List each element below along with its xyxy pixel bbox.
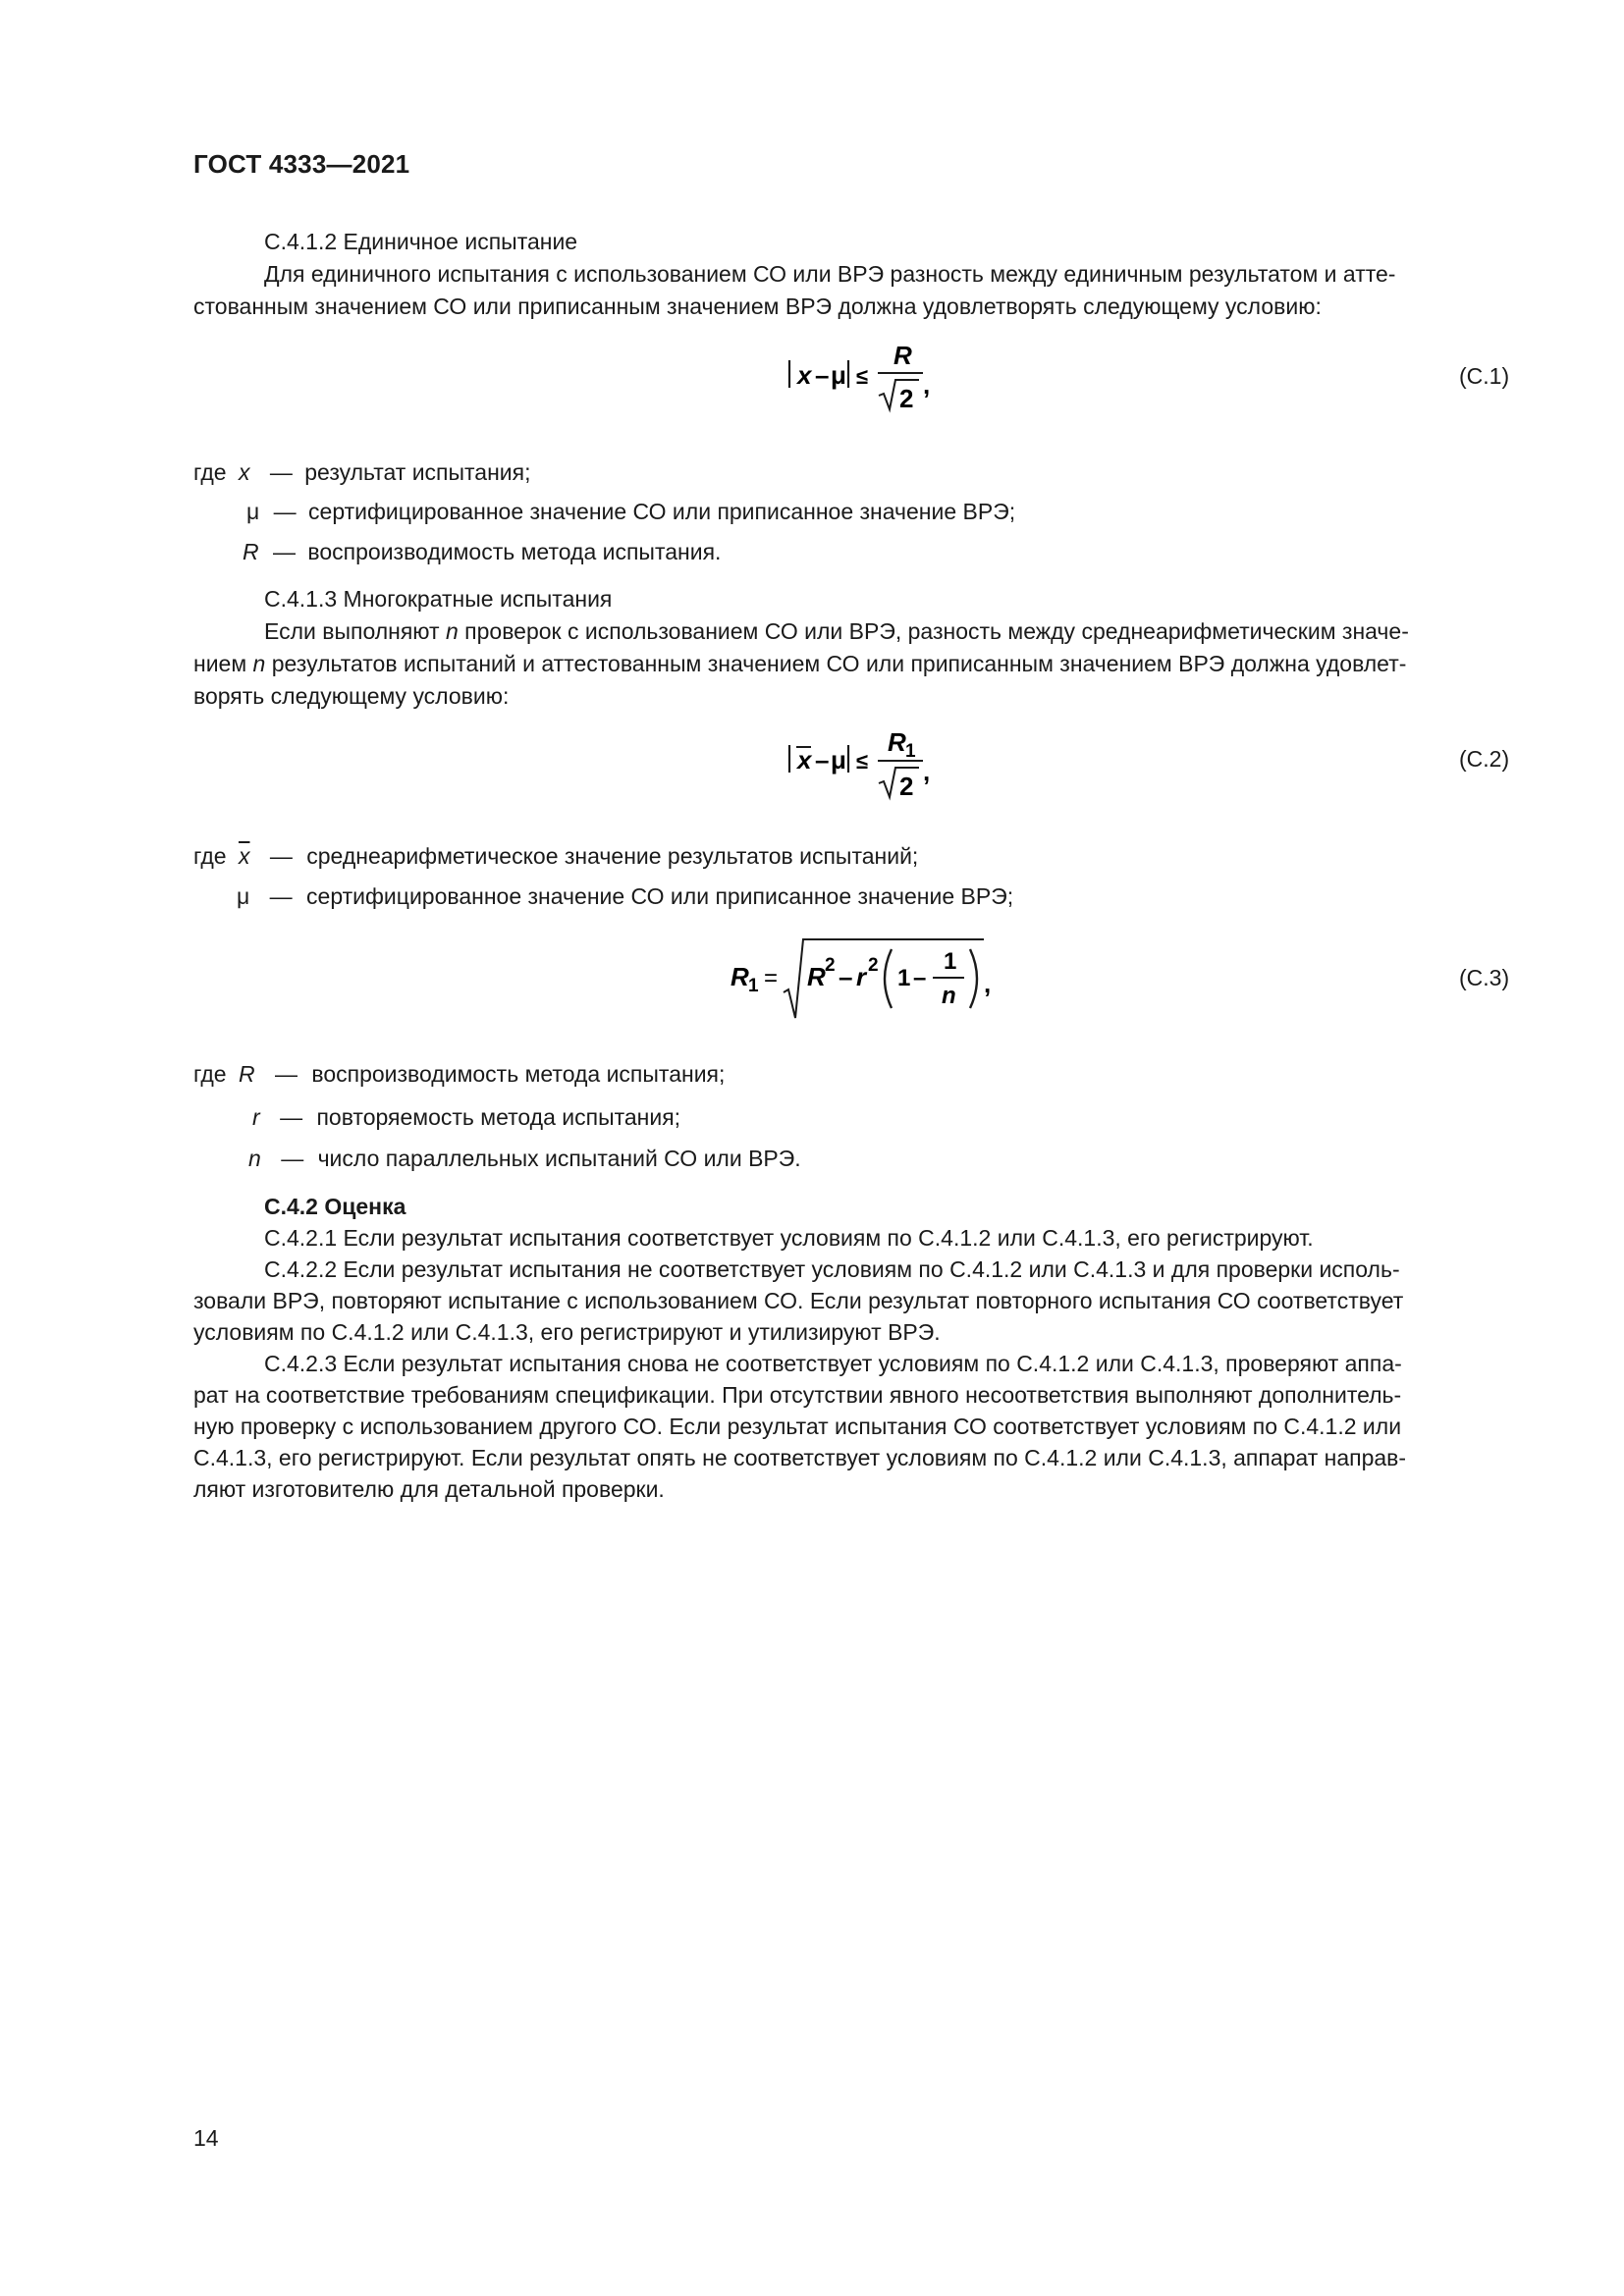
paragraph-line: стованным значением СО или приписанным значением ВРЭ должна удовлетворять следующему условию: [193,294,1322,319]
definition-row [237,883,1013,910]
paragraph-line: С.4.2.2 Если результат испытания не соответствует условиям по С.4.1.2 или С.4.1.3 и для проверки исполь- [264,1256,1400,1282]
paragraph-line: Если выполняют n проверок с использованием СО или ВРЭ, разность между среднеарифметическим значе- [264,618,1409,644]
definition-text: воспроизводимость метода испытания. [307,539,722,564]
formula-c3 [727,928,1001,1021]
formula-comma: , [923,370,931,400]
formula-one: 1 [897,965,911,991]
section-heading-c42: С.4.2 Оценка [264,1194,406,1219]
equation-number: (С.2) [1459,746,1510,772]
definition-text: сертифицированное значение СО или приписанное значение ВРЭ; [308,499,1016,524]
definition-text: среднеарифметическое значение результатов испытаний; [306,843,919,869]
definition-text: повторяемость метода испытания; [316,1104,681,1130]
definition-symbol: n [248,1146,261,1171]
definition-dash: — [269,843,293,869]
formula-minus: – [815,360,830,390]
paragraph-line: С.4.2.3 Если результат испытания снова не соответствует условиям по С.4.1.2 или С.4.1.3, проверяют аппа- [264,1351,1402,1376]
fraction-numerator: R [893,341,912,370]
definition-row [193,1061,725,1088]
paragraph-line: С.4.2.1 Если результат испытания соответствует условиям по С.4.1.2 или С.4.1.3, его регистрируют. [264,1225,1314,1251]
formula-c2 [776,721,952,805]
paragraph-line: рат на соответствие требованиям спецификации. При отсутствии явного несоответствия выполняют дополнитель- [193,1382,1402,1408]
definition-text: результат испытания; [304,459,531,485]
paragraph-line: ворять следующему условию: [193,683,510,709]
formula-r: r [856,962,867,991]
definition-dash: — [274,1061,298,1087]
formula-mu: μ [831,745,846,774]
fraction-denominator: 2 [899,384,914,413]
definition-row [252,1104,680,1131]
definition-row [246,499,1015,525]
formula-var: x [797,745,812,774]
definition-dash: — [280,1104,303,1130]
paragraph-line: ляют изготовителю для детальной проверки. [193,1476,665,1502]
formula-r-exp: 2 [868,955,879,976]
definition-symbol: R [243,539,259,564]
paren-left [885,949,892,1008]
definition-row [193,843,918,870]
definition-dash: — [269,459,293,485]
section-heading-c413: С.4.1.3 Многократные испытания [264,586,613,612]
paragraph-line: условиям по С.4.1.2 или С.4.1.3, его регистрируют и утилизируют ВРЭ. [193,1319,941,1345]
definition-text: воспроизводимость метода испытания; [311,1061,726,1087]
equation-number: (С.1) [1459,363,1510,389]
formula-equals: = [764,965,779,991]
formula-minus: – [839,962,853,991]
fraction-denominator: 2 [899,772,914,801]
paragraph-line: ную проверку с использованием другого СО. Если результат испытания СО соответствует условиям по С.4.1.2 или [193,1414,1402,1439]
equation-number: (С.3) [1459,965,1510,990]
formula-comma: , [984,969,992,998]
definition-dash: — [269,883,293,909]
fraction-numerator: R [888,727,906,757]
formula-R: R [807,962,826,991]
definition-row [193,459,531,486]
definition-prefix: где [193,843,227,869]
definition-prefix: где [193,1061,227,1087]
inner-fraction-num: 1 [944,948,957,975]
formula-leq: ≤ [856,749,869,774]
definition-row [248,1146,801,1172]
definition-symbol: μ [237,883,250,909]
inner-fraction-den: n [942,983,956,1009]
paragraph-line: нием n результатов испытаний и аттестованным значением СО или приписанным значением ВРЭ должна удовлет- [193,651,1407,676]
formula-var: x [797,360,812,390]
formula-minus: – [815,745,830,774]
paren-right [970,949,977,1008]
definition-symbol: R [238,1061,255,1087]
definition-dash: — [273,499,297,524]
fraction-numerator-sub: 1 [905,741,916,762]
definition-dash: — [273,539,297,564]
paragraph-line: Для единичного испытания с использованием СО или ВРЭ разность между единичным результатом и атте- [264,261,1396,287]
definition-text: число параллельных испытаний СО или ВРЭ. [317,1146,801,1171]
paragraph-line: зовали ВРЭ, повторяют испытание с использованием СО. Если результат повторного испытания СО соответствует [193,1288,1404,1313]
definition-symbol: x [238,459,250,485]
definition-text: сертифицированное значение СО или приписанное значение ВРЭ; [306,883,1014,909]
definition-symbol: μ [246,499,260,524]
definition-row [243,539,721,565]
definition-symbol: r [252,1104,260,1130]
section-heading-c412: С.4.1.2 Единичное испытание [264,229,578,254]
formula-leq: ≤ [856,364,869,389]
document-header: ГОСТ 4333—2021 [193,149,410,179]
formula-minus2: – [913,965,927,991]
formula-R-exp: 2 [825,955,836,976]
definition-symbol: $\overline{x}$ [238,843,250,869]
page-number: 14 [193,2125,219,2151]
paragraph-line: С.4.1.3, его регистрируют. Если результат опять не соответствует условиям по С.4.1.2 или С.4.1.3, аппарат направ- [193,1445,1407,1470]
definition-prefix: где [193,459,227,485]
formula-lhs: R [731,962,749,991]
formula-mu: μ [831,360,846,390]
definition-dash: — [281,1146,304,1171]
formula-c1 [776,339,952,417]
formula-comma: , [923,757,931,786]
formula-lhs-sub: 1 [748,976,759,996]
